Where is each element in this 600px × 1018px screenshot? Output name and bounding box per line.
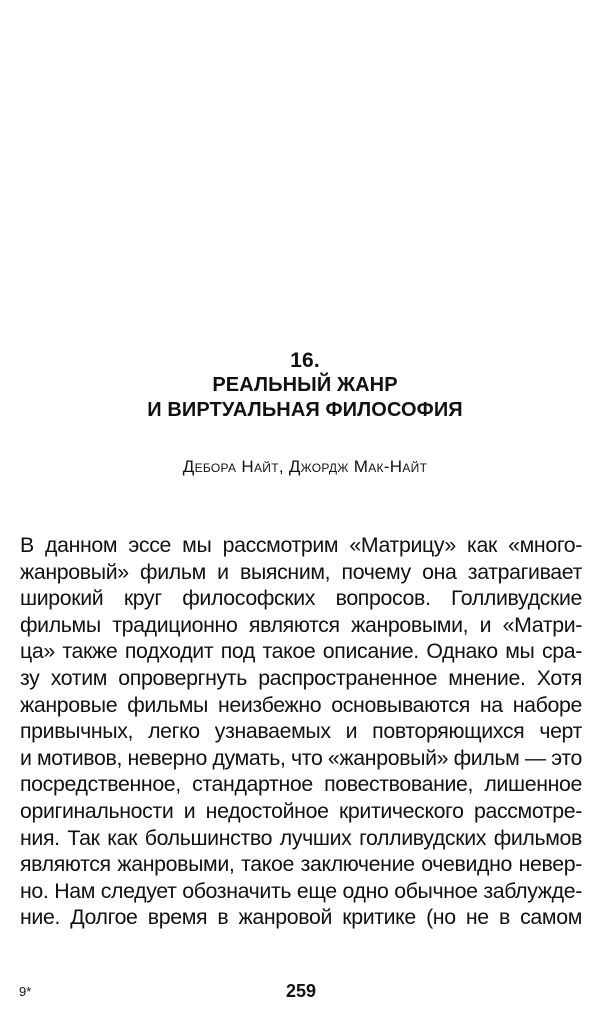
- body-line: но. Нам следует обозначить еще одно обычное заблужде-: [20, 878, 582, 903]
- body-line: ца» также подходит под такое описание. Однако мы сра-: [20, 639, 582, 664]
- body-line: ние. Долгое время в жанровой критике (но не в самом: [20, 905, 582, 930]
- body-line: оригинальности и недостойное критического рассмотре-: [20, 798, 582, 823]
- body-line: жанровые фильмы неизбежно основываются на наборе: [20, 692, 582, 717]
- body-line: фильмы традиционно являются жанровыми, и «Матри-: [20, 612, 582, 637]
- body-line: жанровый» фильм и выясним, почему она затрагивает: [20, 559, 582, 584]
- signature-mark: 9*: [19, 984, 32, 999]
- page-number: 259: [285, 981, 317, 1001]
- chapter-heading: [0, 348, 600, 423]
- body-line: и мотивов, неверно думать, что «жанровый» фильм — это: [20, 745, 582, 770]
- chapter-authors: Дебора Найт, Джордж Мак-Найт: [182, 457, 428, 476]
- chapter-title-line-2: И ВИРТУАЛЬНАЯ ФИЛОСОФИЯ: [147, 399, 463, 421]
- body-line: привычных, легко узнаваемых и повторяющихся черт: [20, 719, 582, 744]
- body-paragraph: [20, 532, 582, 931]
- body-line: посредственное, стандартное повествование, лишенное: [20, 772, 582, 797]
- body-line: ния. Так как большинство лучших голливудских фильмов: [20, 825, 582, 850]
- body-line: широкий круг философских вопросов. Голливудские: [20, 586, 582, 611]
- body-line: являются жанровыми, такое заключение очевидно невер-: [20, 852, 582, 877]
- chapter-title-line-1: РЕАЛЬНЫЙ ЖАНР: [212, 374, 398, 396]
- body-line: В данном эссе мы рассмотрим «Матрицу» как «много-: [20, 533, 582, 557]
- chapter-number: 16.: [290, 349, 320, 372]
- body-line: зу хотим опровергнуть распространенное мнение. Хотя: [20, 665, 582, 690]
